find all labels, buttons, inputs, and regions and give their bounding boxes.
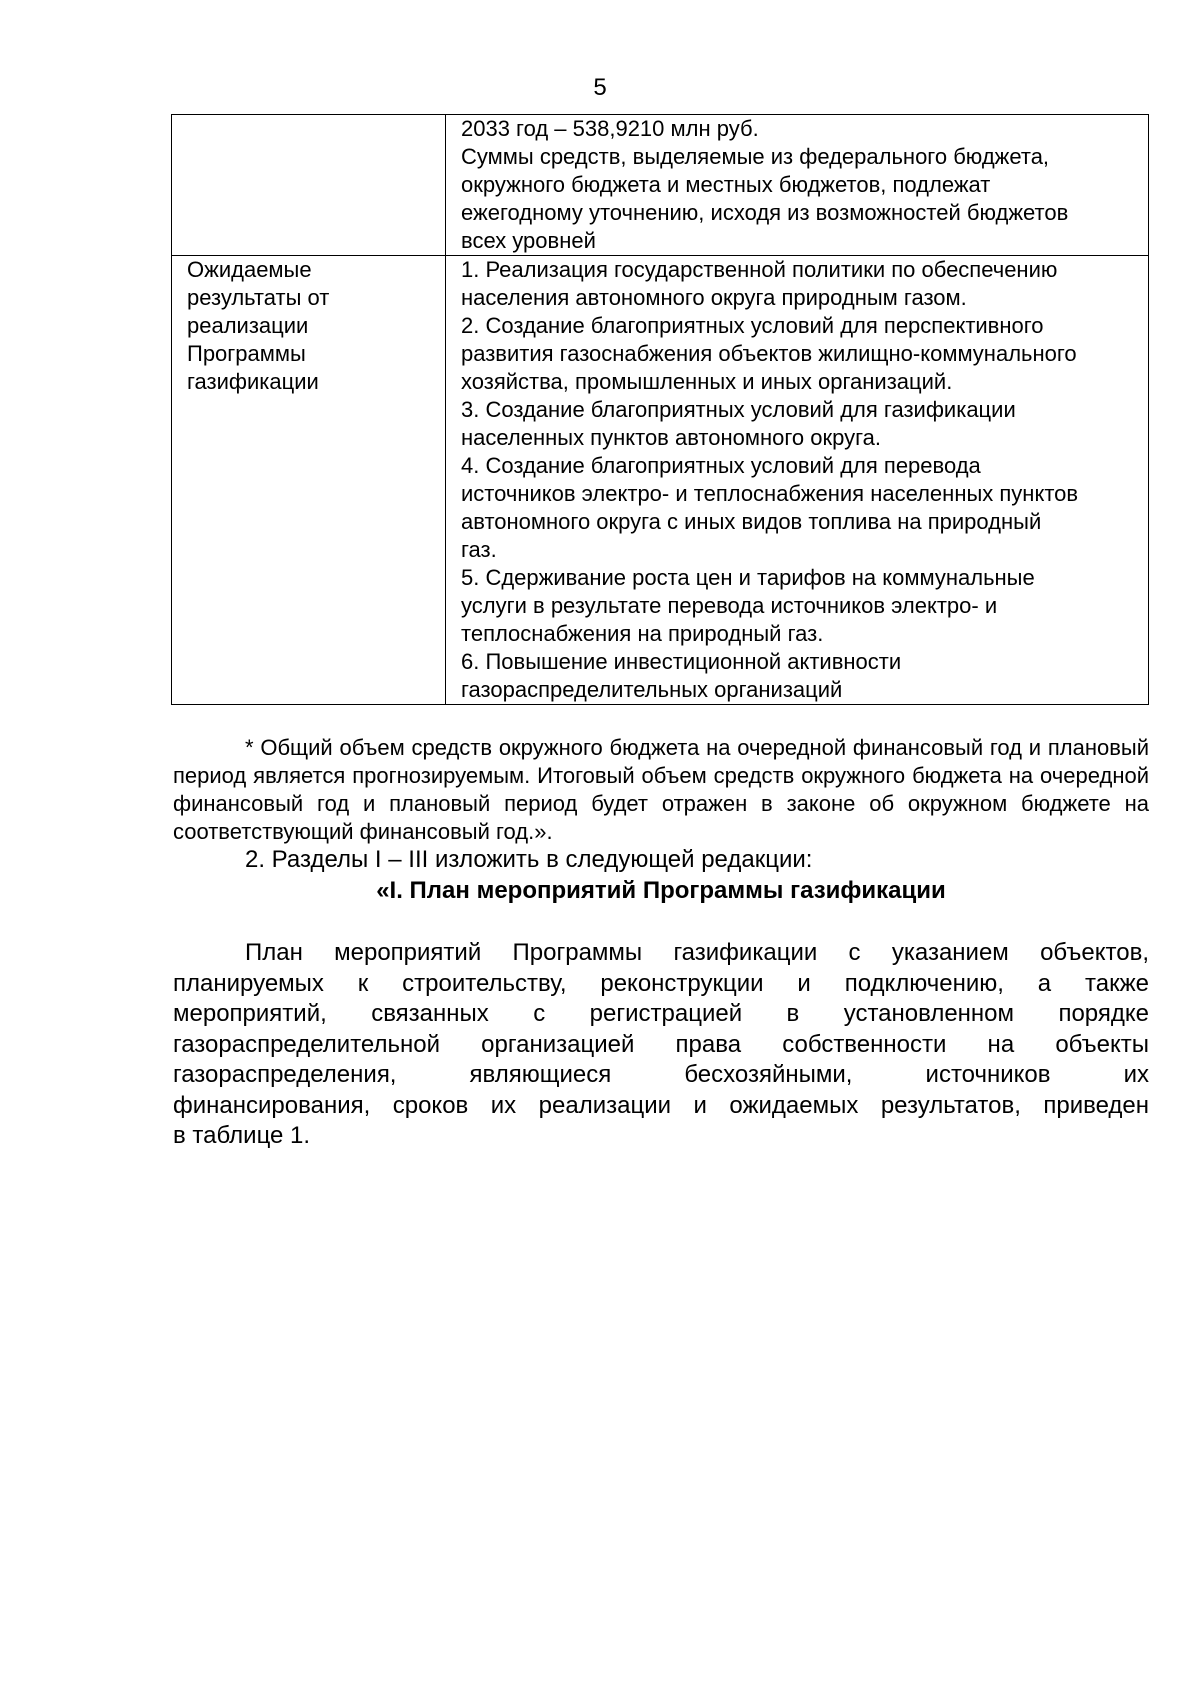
- cell-line: ежегодному уточнению, исходя из возможностей бюджетов: [461, 200, 1069, 225]
- page-number: 5: [593, 74, 607, 101]
- cell-line: газораспределительных организаций: [461, 677, 843, 702]
- cell-line: 3. Создание благоприятных условий для газификации: [461, 397, 1016, 422]
- cell-line: источников электро- и теплоснабжения населенных пунктов: [461, 481, 1079, 506]
- cell-line: теплоснабжения на природный газ.: [461, 621, 824, 646]
- cell-line: Суммы средств, выделяемые из федерального бюджета,: [461, 144, 1050, 169]
- cell-line: окружного бюджета и местных бюджетов, подлежат: [461, 172, 991, 197]
- row-label-cell: [172, 256, 446, 705]
- cell-line: хозяйства, промышленных и иных организаций.: [461, 369, 953, 394]
- cell-line: развития газоснабжения объектов жилищно-коммунального: [461, 341, 1077, 366]
- cell-line: 1. Реализация государственной политики по обеспечению: [461, 257, 1058, 282]
- row-content-cell: [446, 115, 1149, 256]
- table-row: [172, 256, 1149, 705]
- paragraph-line: газораспределительной организацией права собственности на объекты: [173, 1030, 1149, 1058]
- paragraph-line: в таблице 1.: [173, 1122, 311, 1149]
- cell-line: населения автономного округа природным газом.: [461, 285, 967, 310]
- amendment-item: 2. Разделы I – III изложить в следующей редакции:: [245, 846, 813, 873]
- budget-footnote: * Общий объем средств окружного бюджета на очередной финансовый год и плановый период является прогнозируемым. Итоговый объем средств окружного бюджета на очередной финансовый год и плановый период будет отражен в законе об окружном бюджете на соответствующий финансовый год.».: [173, 735, 1149, 844]
- cell-line: 2033 год – 538,9210 млн руб.: [461, 116, 759, 141]
- row-content-cell: [446, 256, 1149, 705]
- paragraph-line: План мероприятий Программы газификации с указанием объектов,: [245, 939, 1149, 966]
- paragraph-line: газораспределения, являющиеся бесхозяйными, источников их: [173, 1061, 1149, 1088]
- row-label-cell: [172, 115, 446, 256]
- cell-line: газ.: [461, 537, 497, 562]
- label-line: результаты от: [187, 285, 330, 310]
- label-line: газификации: [187, 369, 319, 394]
- label-line: Программы: [187, 341, 306, 366]
- cell-line: всех уровней: [461, 228, 596, 253]
- plan-paragraph: [173, 938, 1149, 1152]
- cell-line: автономного округа с иных видов топлива на природный: [461, 509, 1042, 534]
- cell-line: 2. Создание благоприятных условий для перспективного: [461, 313, 1044, 338]
- label-line: Ожидаемые: [187, 257, 312, 282]
- program-passport-table: [171, 114, 1149, 705]
- section-heading: «I. План мероприятий Программы газификации: [376, 877, 946, 904]
- cell-line: 5. Сдерживание роста цен и тарифов на коммунальные: [461, 565, 1035, 590]
- cell-line: 4. Создание благоприятных условий для перевода: [461, 453, 981, 478]
- cell-line: услуги в результате перевода источников электро- и: [461, 593, 998, 618]
- paragraph-line: финансирования, сроков их реализации и ожидаемых результатов, приведен: [173, 1091, 1149, 1119]
- cell-line: населенных пунктов автономного округа.: [461, 425, 882, 450]
- cell-line: 6. Повышение инвестиционной активности: [461, 649, 902, 674]
- label-line: реализации: [187, 313, 309, 338]
- paragraph-line: мероприятий, связанных с регистрацией в установленном порядке: [173, 1000, 1149, 1027]
- paragraph-line: планируемых к строительству, реконструкции и подключению, а также: [173, 969, 1149, 997]
- table-row: [172, 115, 1149, 256]
